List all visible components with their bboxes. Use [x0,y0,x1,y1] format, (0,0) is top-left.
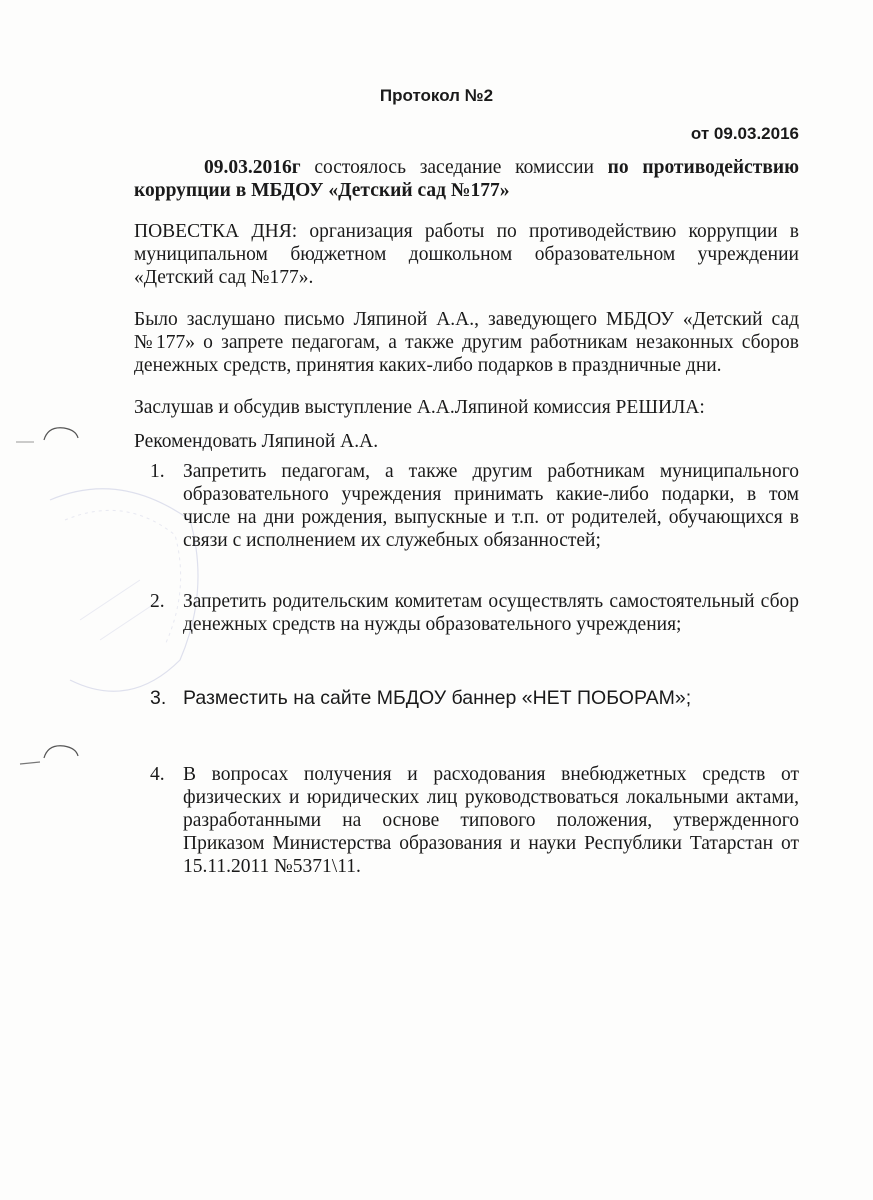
list-item [150,687,799,710]
list-item [150,763,799,878]
meeting-date: 09.03.2016г [204,157,301,178]
list-item [150,460,799,552]
agenda-paragraph: ПОВЕСТКА ДНЯ: организация работы по противодействию коррупции в муниципальном бюджетном дошкольном образовательном учреждении «Детский сад №177». [134,221,799,288]
binder-hole-mark [14,418,84,458]
meeting-paragraph [134,156,799,202]
list-item-number: 3. [150,687,167,709]
list-item-text: Разместить на сайте МБДОУ баннер «НЕТ ПОБОРАМ»; [183,687,692,709]
list-item-number: 1. [150,461,165,482]
heard-paragraph: Было заслушано письмо Ляпиной А.А., заведующего МБДОУ «Детский сад №177» о запрете педагогам, а также другим работникам незаконных сборов денежных средств, принятия каких-либо подарков в праздничные дни. [134,309,799,376]
decision-paragraph: Заслушав и обсудив выступление А.А.Ляпиной комиссия РЕШИЛА: [134,397,705,418]
list-item-text: Запретить родительским комитетам осуществлять самостоятельный сбор денежных средств на нужды образовательного учреждения; [183,591,799,635]
recommend-paragraph: Рекомендовать Ляпиной А.А. [134,431,379,452]
meeting-topic: по противодействию коррупции в МБДОУ «Детский сад №177» [134,157,799,201]
list-item-number: 4. [150,764,165,785]
list-item-number: 2. [150,591,165,612]
list-item-text: В вопросах получения и расходования внебюджетных средств от физических и юридических лиц руководствоваться локальными актами, разработанными на основе типового положения, утвержденного Приказом Министерства образования и науки Республики Татарстан от 15.11.2011 №5371\11. [183,764,799,877]
binder-hole-mark [14,740,84,780]
document-title: Протокол №2 [379,86,494,105]
list-item [150,590,799,636]
list-item-text: Запретить педагогам, а также другим работникам муниципального образовательного учреждения принимать какие-либо подарки, в том числе на дни рождения, выпускные и т.п. от родителей, обучающихся в связи с исполнением их служебных обязанностей; [183,461,799,551]
document-date: от 09.03.2016 [690,124,799,143]
meeting-text: состоялось заседание комиссии [300,157,608,178]
